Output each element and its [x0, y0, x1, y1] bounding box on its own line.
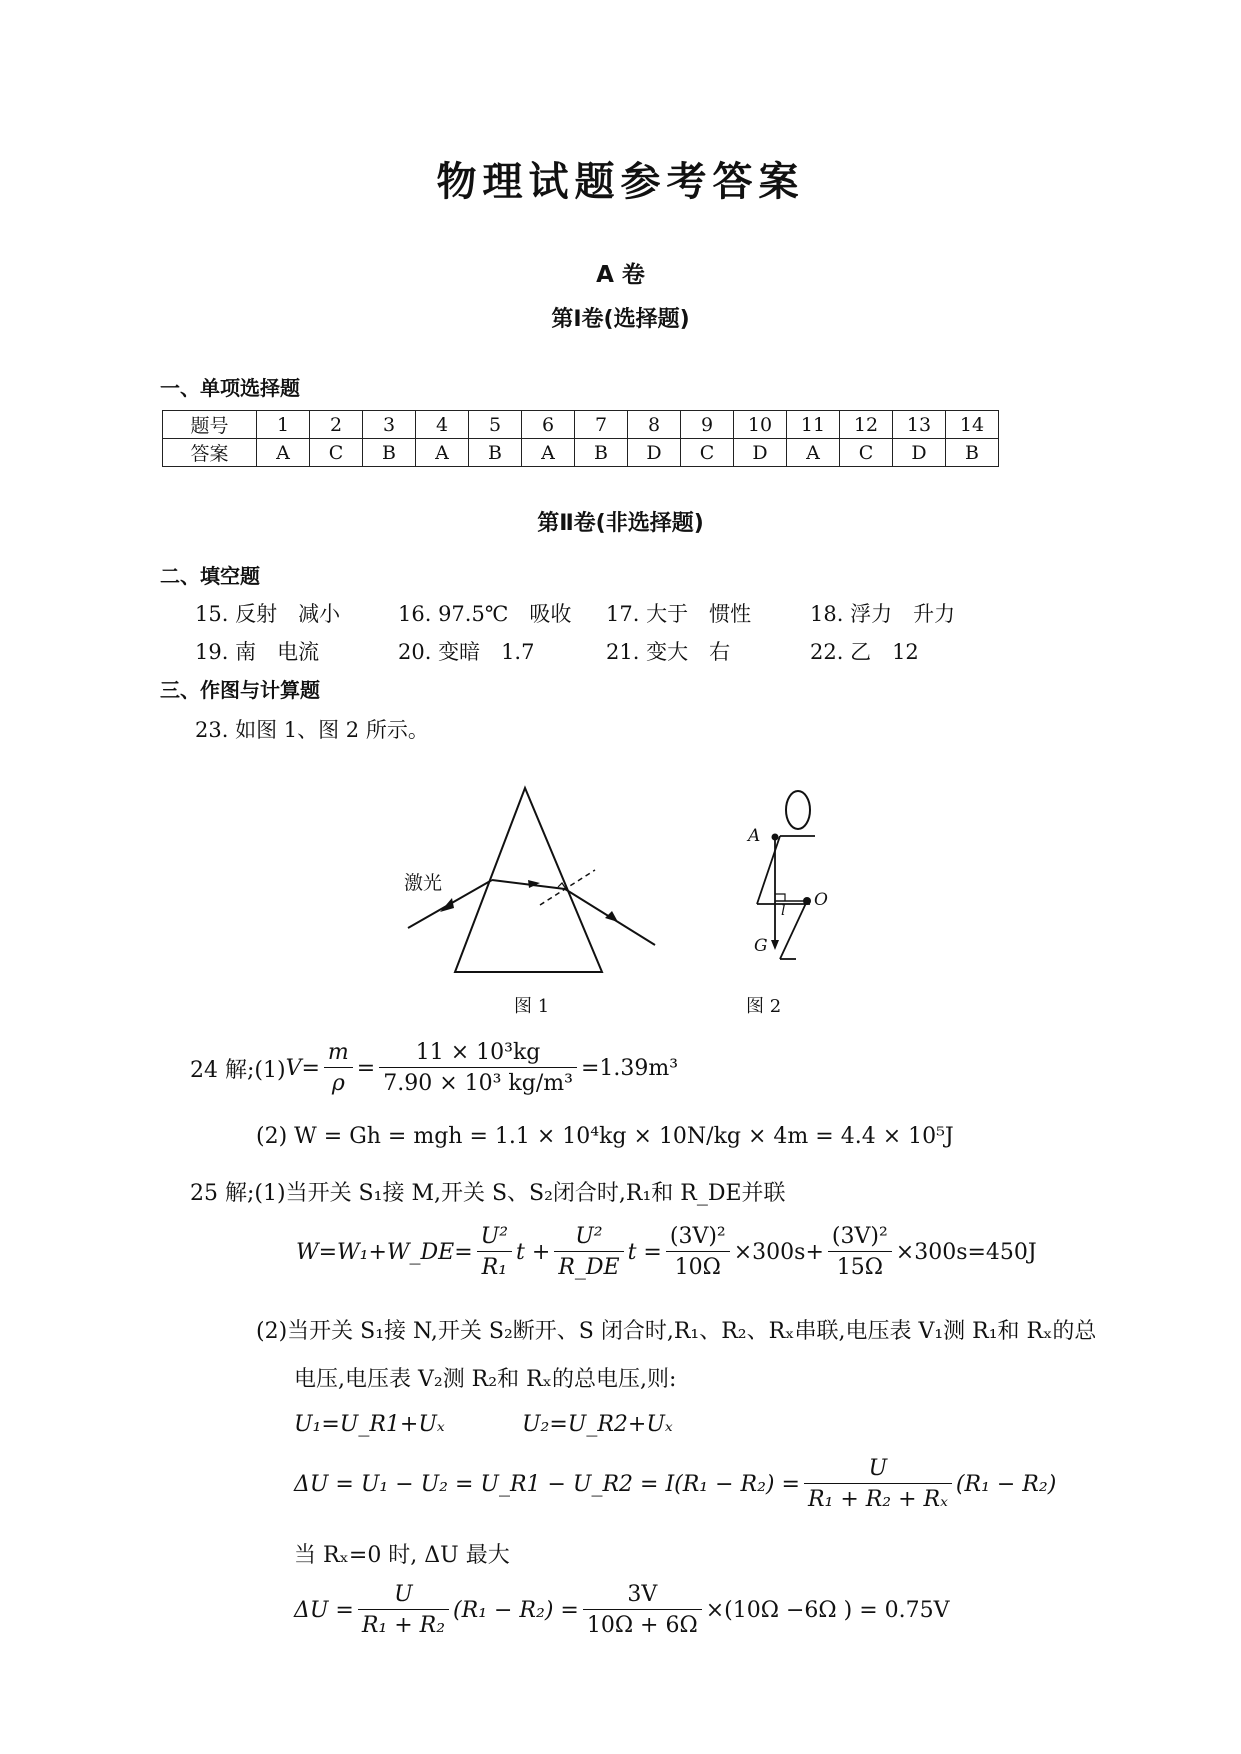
- table-cell: 9: [681, 411, 734, 439]
- arrow-head: [440, 898, 454, 912]
- table-cell: C: [840, 439, 893, 467]
- fraction: [583, 1582, 702, 1638]
- numerator: U²: [554, 1224, 623, 1252]
- label-o: O: [814, 890, 828, 910]
- table-cell: 6: [522, 411, 575, 439]
- numerator: U²: [477, 1224, 512, 1252]
- numerator: U: [804, 1456, 952, 1484]
- fill-answer-16: 16. 97.5℃ 吸收: [398, 602, 572, 626]
- label-l: l: [781, 903, 786, 919]
- eq-term: ×300s=450J: [895, 1239, 1037, 1265]
- fill-answer-18: 18. 浮力 升力: [810, 602, 956, 626]
- table-cell: D: [628, 439, 681, 467]
- fraction: [554, 1224, 623, 1280]
- row-label-number: 题号: [163, 411, 257, 439]
- fill-answer-17: 17. 大于 惯性: [606, 602, 752, 626]
- label-laser: 激光: [404, 872, 443, 894]
- table-row-numbers: [163, 411, 999, 439]
- table-cell: D: [734, 439, 787, 467]
- fraction: [828, 1224, 892, 1280]
- eq-lhs: ΔU = U₁ − U₂ = U_R1 − U_R2 = I(R₁ − R₂) =: [294, 1471, 800, 1497]
- table-cell: B: [946, 439, 999, 467]
- numerator: m: [324, 1040, 353, 1068]
- fraction: [324, 1040, 353, 1096]
- table-cell: D: [893, 439, 946, 467]
- table-cell: 11: [787, 411, 840, 439]
- q24-v: V=: [285, 1055, 320, 1081]
- table-cell: 8: [628, 411, 681, 439]
- numerator: (3V)²: [666, 1224, 730, 1252]
- eq-lhs: ΔU =: [294, 1597, 354, 1623]
- table-cell: 3: [363, 411, 416, 439]
- denominator: 15Ω: [836, 1255, 883, 1280]
- fill-answer-20: 20. 变暗 1.7: [398, 640, 535, 664]
- equals: =: [356, 1055, 376, 1081]
- part2-heading: 第Ⅱ卷(非选择题): [537, 511, 704, 536]
- eq-term: ×300s+: [733, 1239, 824, 1265]
- answer-table: [162, 410, 999, 467]
- row-label-answer: 答案: [163, 439, 257, 467]
- table-cell: B: [363, 439, 416, 467]
- figure-2-caption: 图 2: [746, 996, 782, 1017]
- right-angle-mark: [775, 894, 785, 901]
- eq-term: t +: [516, 1239, 551, 1265]
- table-cell: A: [522, 439, 575, 467]
- fraction: [477, 1224, 512, 1280]
- head-shape: [786, 791, 810, 829]
- table-cell: B: [575, 439, 628, 467]
- part1-heading: 第Ⅰ卷(选择题): [551, 307, 690, 332]
- table-cell: A: [787, 439, 840, 467]
- q25-u1: U₁=U_R1+Uₓ: [294, 1412, 445, 1437]
- q25-part1-text: 25 解;(1)当开关 S₁接 M,开关 S、S₂闭合时,R₁和 R_DE并联: [190, 1181, 786, 1206]
- table-cell: C: [310, 439, 363, 467]
- table-cell: 7: [575, 411, 628, 439]
- eq-result: ×(10Ω −6Ω ) = 0.75V: [705, 1597, 950, 1623]
- denominator: R₁: [481, 1255, 508, 1280]
- eq-term: t =: [627, 1239, 662, 1265]
- eq-lhs: W=W₁+W_DE=: [296, 1239, 473, 1265]
- table-row-answers: [163, 439, 999, 467]
- q25-u2: U₂=U_R2+Uₓ: [522, 1412, 673, 1437]
- table-cell: 4: [416, 411, 469, 439]
- table-cell: B: [469, 439, 522, 467]
- q24-line-1: [190, 1040, 678, 1096]
- numerator: 3V: [583, 1582, 702, 1610]
- page-title: 物理试题参考答案: [436, 159, 805, 205]
- numerator: 11 × 10³kg: [379, 1040, 577, 1068]
- fill-answer-19: 19. 南 电流: [195, 640, 320, 664]
- paper-label: A 卷: [596, 262, 645, 288]
- figure-1-caption: 图 1: [514, 996, 550, 1017]
- table-cell: 12: [840, 411, 893, 439]
- denominator: 7.90 × 10³ kg/m³: [383, 1071, 573, 1096]
- q24-line-2: (2) W = Gh = mgh = 1.1 × 10⁴kg × 10N/kg × 4m = 4.4 × 10⁵J: [256, 1124, 954, 1149]
- q25-condition: 当 Rₓ=0 时, ΔU 最大: [294, 1543, 510, 1568]
- denominator: R₁ + R₂ + Rₓ: [807, 1487, 948, 1512]
- table-cell: 10: [734, 411, 787, 439]
- arrow-head: [771, 940, 779, 950]
- numerator: U: [358, 1582, 449, 1610]
- numerator: (3V)²: [828, 1224, 892, 1252]
- q25-final-equation: [294, 1582, 950, 1638]
- fill-answer-22: 22. 乙 12: [810, 640, 919, 664]
- denominator: 10Ω: [674, 1255, 721, 1280]
- eq-term: (R₁ − R₂) =: [453, 1597, 579, 1623]
- table-cell: 1: [257, 411, 310, 439]
- label-a: A: [748, 826, 761, 846]
- fraction: [666, 1224, 730, 1280]
- table-cell: 13: [893, 411, 946, 439]
- fraction: [804, 1456, 952, 1512]
- denominator: ρ: [331, 1071, 345, 1096]
- fraction: [358, 1582, 449, 1638]
- q24-result: =1.39m³: [580, 1055, 679, 1081]
- eq-rhs: (R₁ − R₂): [955, 1471, 1057, 1497]
- fill-answer-21: 21. 变大 右: [606, 640, 731, 664]
- fill-answer-15: 15. 反射 减小: [195, 602, 341, 626]
- fraction: [379, 1040, 577, 1096]
- denominator: R_DE: [558, 1255, 620, 1280]
- q24-prefix: 24 解;(1): [190, 1057, 286, 1083]
- table-cell: A: [257, 439, 310, 467]
- section-choice: 一、单项选择题: [160, 376, 300, 400]
- table-cell: 14: [946, 411, 999, 439]
- q25-delta-u-equation: [294, 1456, 1056, 1512]
- q25-part2-text-b: 电压,电压表 V₂测 R₂和 Rₓ的总电压,则:: [294, 1367, 677, 1392]
- q25-part2-text-a: (2)当开关 S₁接 N,开关 S₂断开、S 闭合时,R₁、R₂、Rₓ串联,电压表 V₁测 R₁和 Rₓ的总: [256, 1319, 1097, 1344]
- q25-work-equation: [296, 1224, 1037, 1280]
- label-g: G: [754, 936, 768, 956]
- table-cell: 5: [469, 411, 522, 439]
- q23-text: 23. 如图 1、图 2 所示。: [195, 718, 429, 742]
- section-fill: 二、填空题: [160, 564, 260, 588]
- denominator: R₁ + R₂: [361, 1613, 446, 1638]
- arrow-head: [605, 911, 618, 922]
- point-a: [772, 834, 779, 841]
- denominator: 10Ω + 6Ω: [586, 1613, 698, 1638]
- section-calc: 三、作图与计算题: [160, 678, 320, 702]
- table-cell: A: [416, 439, 469, 467]
- table-cell: 2: [310, 411, 363, 439]
- arrow-head: [528, 880, 540, 888]
- table-cell: C: [681, 439, 734, 467]
